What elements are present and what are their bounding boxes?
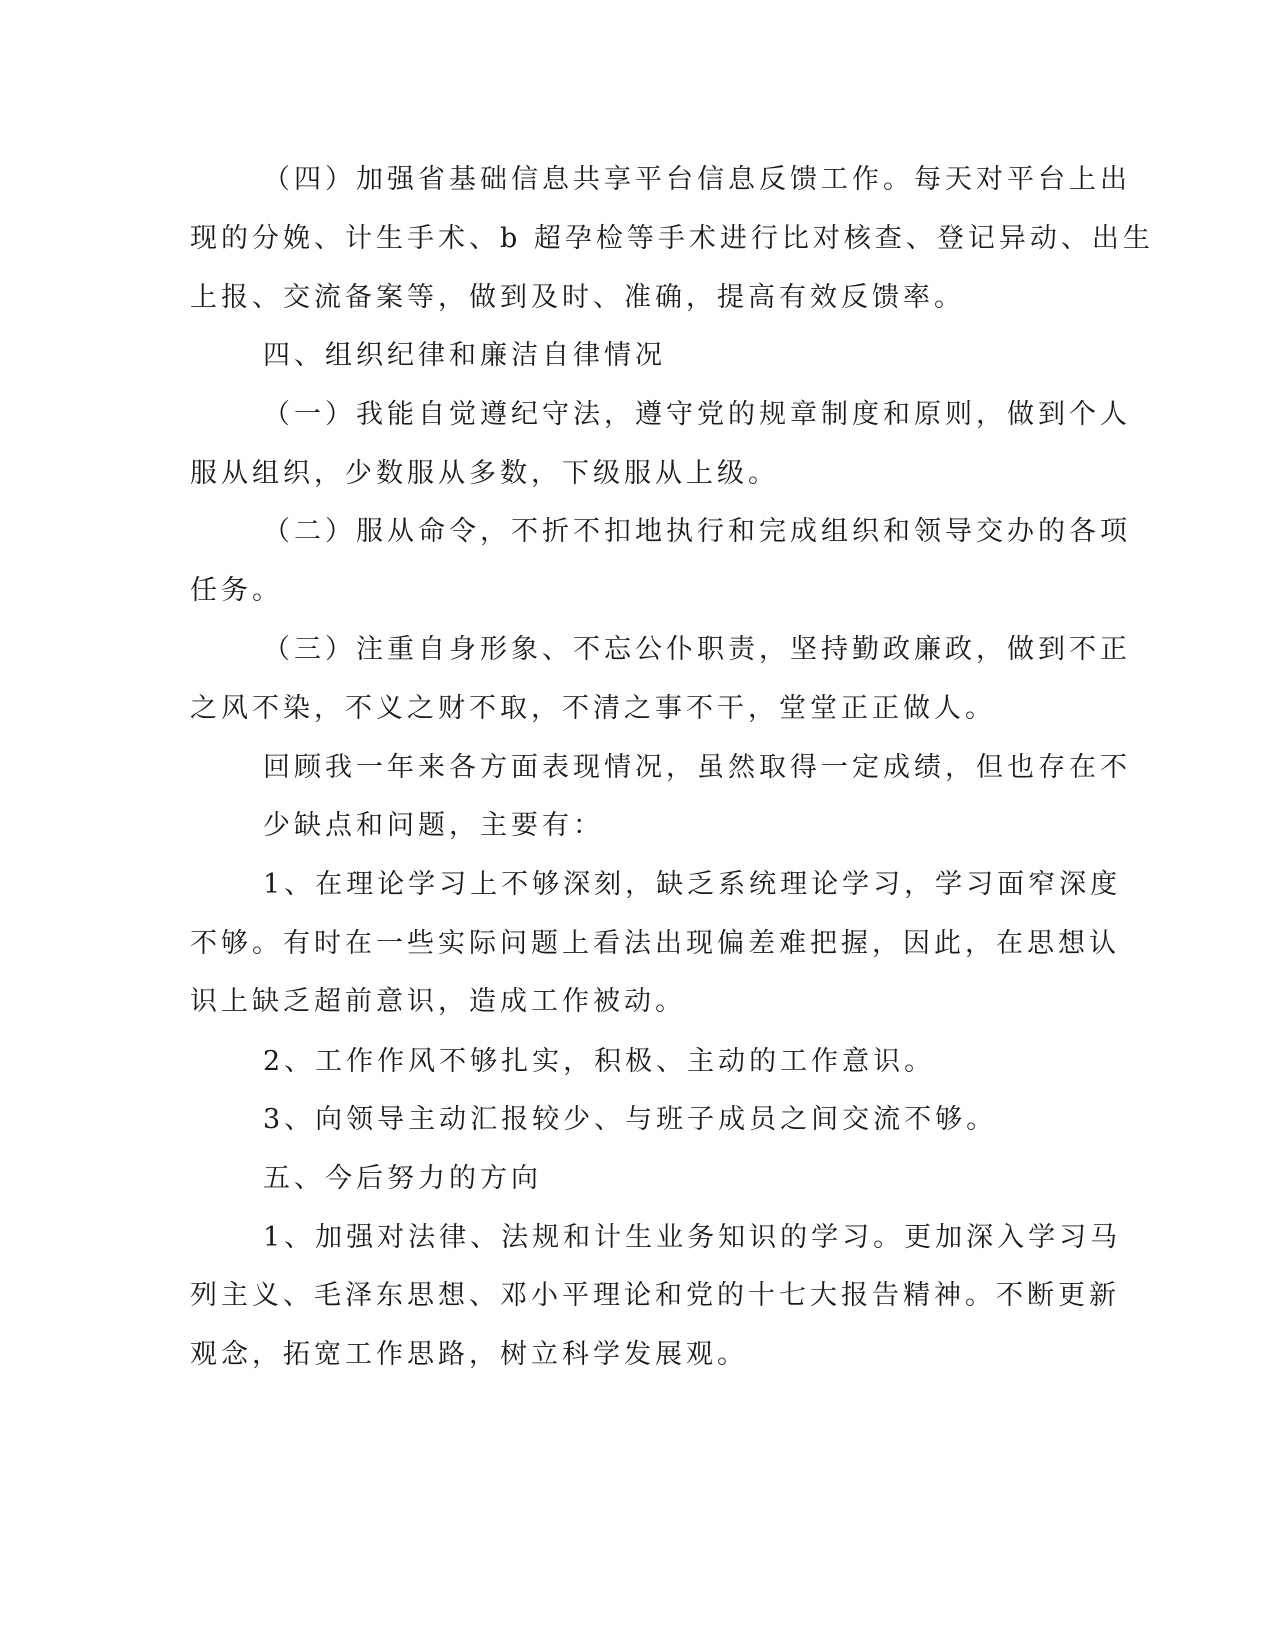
paragraph-line: 识上缺乏超前意识，造成工作被动。 (190, 986, 686, 1017)
paragraph-line: 少缺点和问题，主要有： (263, 810, 604, 841)
paragraph-line: 现的分娩、计生手术、b 超孕检等手术进行比对核查、登记异动、出生 (190, 223, 1154, 254)
paragraph-line: （二）服从命令，不折不扣地执行和完成组织和领导交办的各项 (263, 516, 1131, 547)
paragraph-line: 服从组织，少数服从多数，下级服从上级。 (190, 458, 779, 489)
paragraph-line: 观念，拓宽工作思路，树立科学发展观。 (190, 1339, 748, 1370)
paragraph-line: （三）注重自身形象、不忘公仆职责，坚持勤政廉政，做到不正 (263, 634, 1131, 665)
paragraph-line: 列主义、毛泽东思想、邓小平理论和党的十七大报告精神。不断更新 (190, 1280, 1120, 1311)
section-heading: 四、组织纪律和廉洁自律情况 (263, 340, 666, 371)
list-item: 1、在理论学习上不够深刻，缺乏系统理论学习，学习面窄深度 (263, 869, 1122, 900)
paragraph-line: 之风不染，不义之财不取，不清之事不干，堂堂正正做人。 (190, 693, 996, 724)
paragraph-line: 任务。 (190, 575, 283, 606)
paragraph-line: （四）加强省基础信息共享平台信息反馈工作。每天对平台上出 (263, 164, 1131, 195)
list-item: 3、向领导主动汇报较少、与班子成员之间交流不够。 (263, 1104, 998, 1135)
paragraph-line: 不够。有时在一些实际问题上看法出现偏差难把握，因此，在思想认 (190, 928, 1120, 959)
paragraph-line: 上报、交流备案等，做到及时、准确，提高有效反馈率。 (190, 282, 965, 313)
list-item: 2、工作作风不够扎实，积极、主动的工作意识。 (263, 1046, 936, 1077)
section-heading: 五、今后努力的方向 (263, 1163, 542, 1194)
paragraph-line: （一）我能自觉遵纪守法，遵守党的规章制度和原则，做到个人 (263, 399, 1131, 430)
paragraph-line: 回顾我一年来各方面表现情况，虽然取得一定成绩，但也存在不 (263, 752, 1131, 783)
list-item: 1、加强对法律、法规和计生业务知识的学习。更加深入学习马 (263, 1222, 1122, 1253)
